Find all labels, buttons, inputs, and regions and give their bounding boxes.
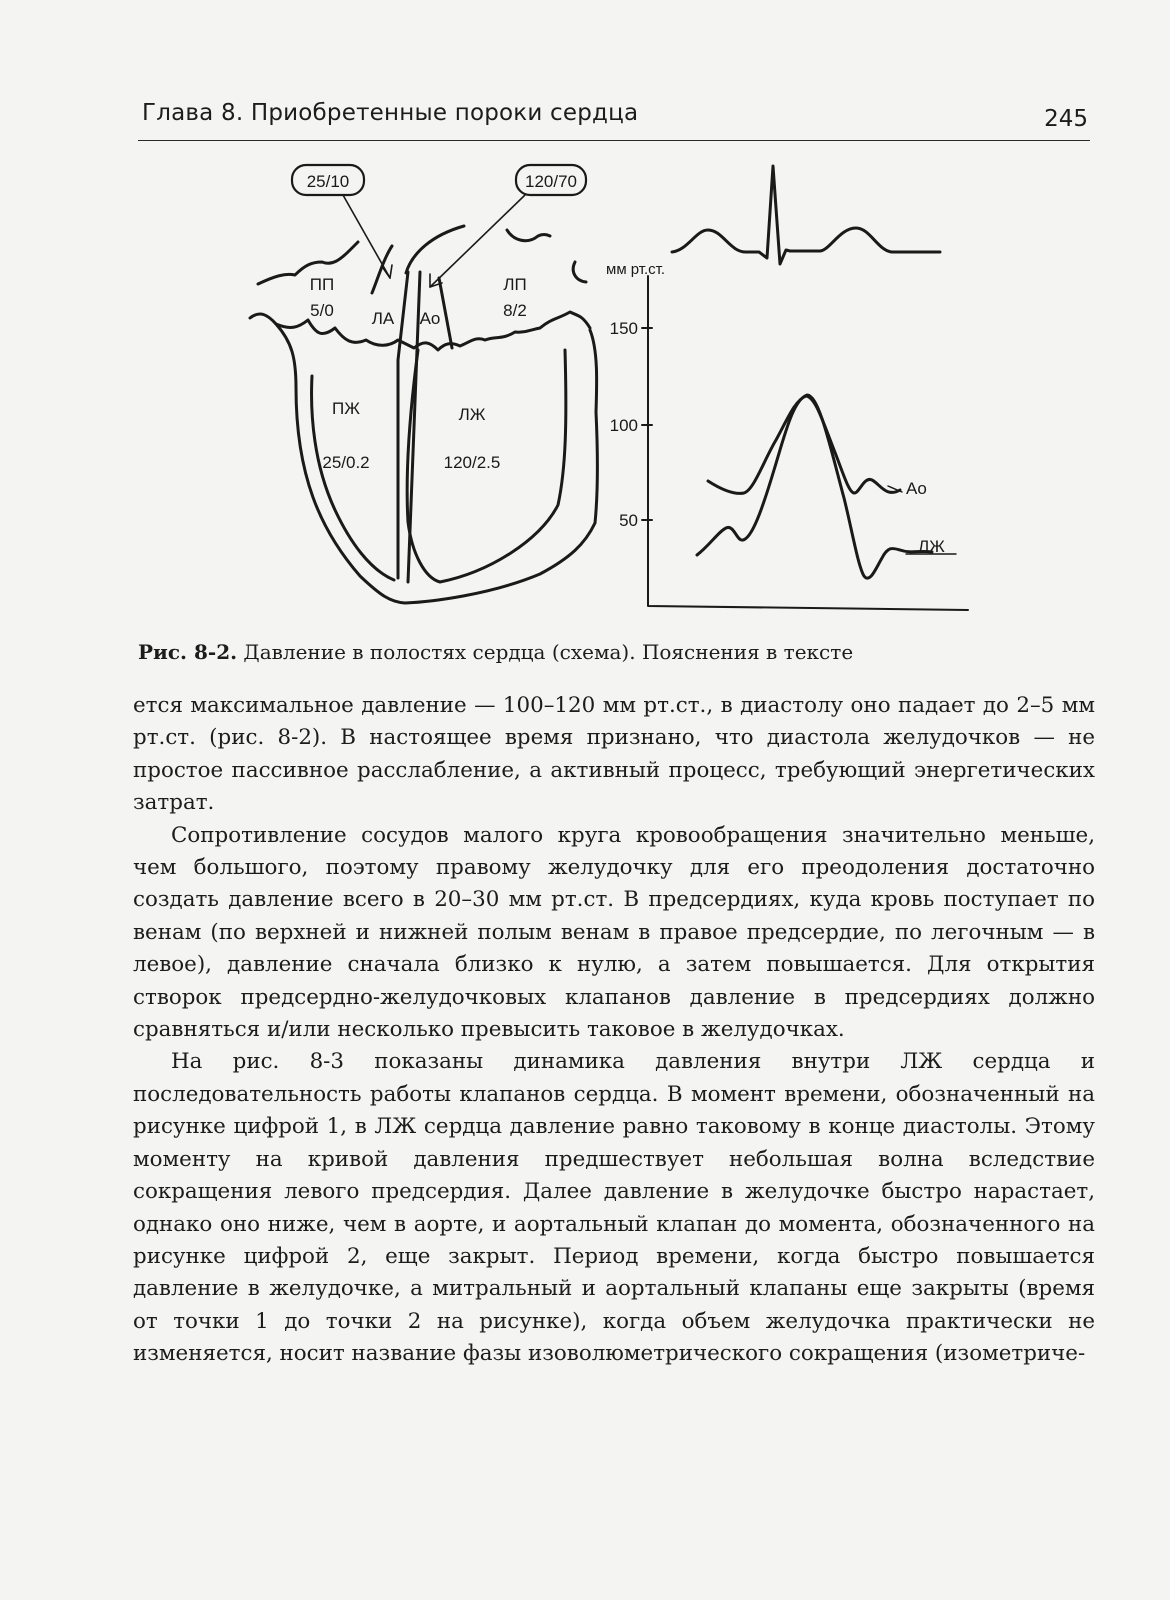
paragraph-3: На рис. 8-3 показаны динамика давления внутри ЛЖ сердца и последовательность работы клапанов сердца. В момент времени, обозначенный на рисунке цифрой 1, в ЛЖ сердца давление равно таковому в конце диастолы. Этому моменту на кривой давления предшествует небольшая волна вследствие сокращения левого предсердия. Далее давление в желудочке быстро нарастает, однако оно ниже, чем в аорте, и аортальный клапан до момента, обозначенного на рисунке цифрой 2, еще закрыт. Период времени, когда быстро повышается давление в желудочке, а митральный и аортальный клапаны еще закрыты (время от точки 1 до точки 2 на рисунке), когда объем желудочка практически не изменяется, носит название фазы изоволюметрического сокращения (изометриче-	[133, 1049, 1095, 1367]
page-number: 245	[1044, 106, 1088, 132]
curve-ao	[708, 396, 900, 493]
arrow-ao	[430, 195, 525, 287]
right-heart-outer-wall	[250, 314, 597, 603]
running-header	[138, 94, 1090, 141]
label-rv: ПЖ	[332, 399, 360, 418]
body-text	[133, 690, 1095, 1371]
value-lv: 120/2.5	[443, 453, 501, 472]
ao-right-wall	[439, 278, 452, 348]
graph-y-axis	[648, 276, 968, 610]
value-rv: 25/0.2	[322, 453, 370, 472]
curve-lv	[697, 395, 932, 578]
tick-label-50: 50	[619, 511, 638, 530]
pulmonary-vein-left	[507, 230, 550, 241]
pulmonary-vein-right	[573, 262, 586, 282]
label-lv: ЛЖ	[458, 405, 486, 424]
label-ra: ПП	[309, 275, 335, 294]
caption-label: Рис. 8-2.	[138, 640, 238, 664]
curve-label-ao: Ао	[906, 479, 927, 498]
heart-pressure-diagram	[240, 150, 1000, 630]
paragraph-2: Сопротивление сосудов малого круга кровообращения значительно меньше, чем большого, поэтому правому желудочку для его преодоления достаточно создать давление всего в 20–30 мм рт.ст. В предсердиях, куда кровь поступает по венам (по верхней и нижней полым венам в правое предсердие, по легочным — в левое), давление сначала близко к нулю, а затем повышается. Для открытия створок предсердно-желудочковых клапанов давление в предсердиях должно сравняться и/или несколько превысить таковое в желудочках.	[133, 822, 1095, 1043]
graph-unit-label: мм рт.ст.	[606, 261, 666, 278]
tick-label-100: 100	[609, 416, 638, 435]
paragraph-1: ется максимальное давление — 100–120 мм рт.ст., в диастолу оно падает до 2–5 мм рт.ст. (рис. 8-2). В настоящее время признано, что диастола желудочков — не простое пассивное расслабление, а активный процесс, требующий энергетических затрат.	[133, 693, 1095, 816]
label-la: ЛП	[503, 275, 527, 294]
figure-caption	[138, 640, 1088, 664]
caption-text: Давление в полостях сердца (схема). Пояснения в тексте	[237, 640, 854, 664]
aorta-arch	[406, 226, 464, 273]
chapter-title: Глава 8. Приобретенные пороки сердца	[142, 100, 639, 126]
value-ra: 5/0	[310, 301, 334, 320]
figure-heart-pressure	[240, 150, 1000, 630]
label-ao: Ао	[419, 309, 441, 328]
value-la: 8/2	[503, 301, 527, 320]
callout-pa-pressure: 25/10	[306, 172, 350, 191]
ecg-trace	[672, 166, 940, 264]
tick-label-150: 150	[609, 319, 638, 338]
curve-label-lv: ЛЖ	[918, 537, 945, 556]
pa-septum-line	[398, 272, 408, 578]
callout-ao-pressure: 120/70	[525, 172, 577, 191]
ra-top-outline	[258, 242, 358, 284]
label-pa: ЛА	[371, 309, 395, 328]
